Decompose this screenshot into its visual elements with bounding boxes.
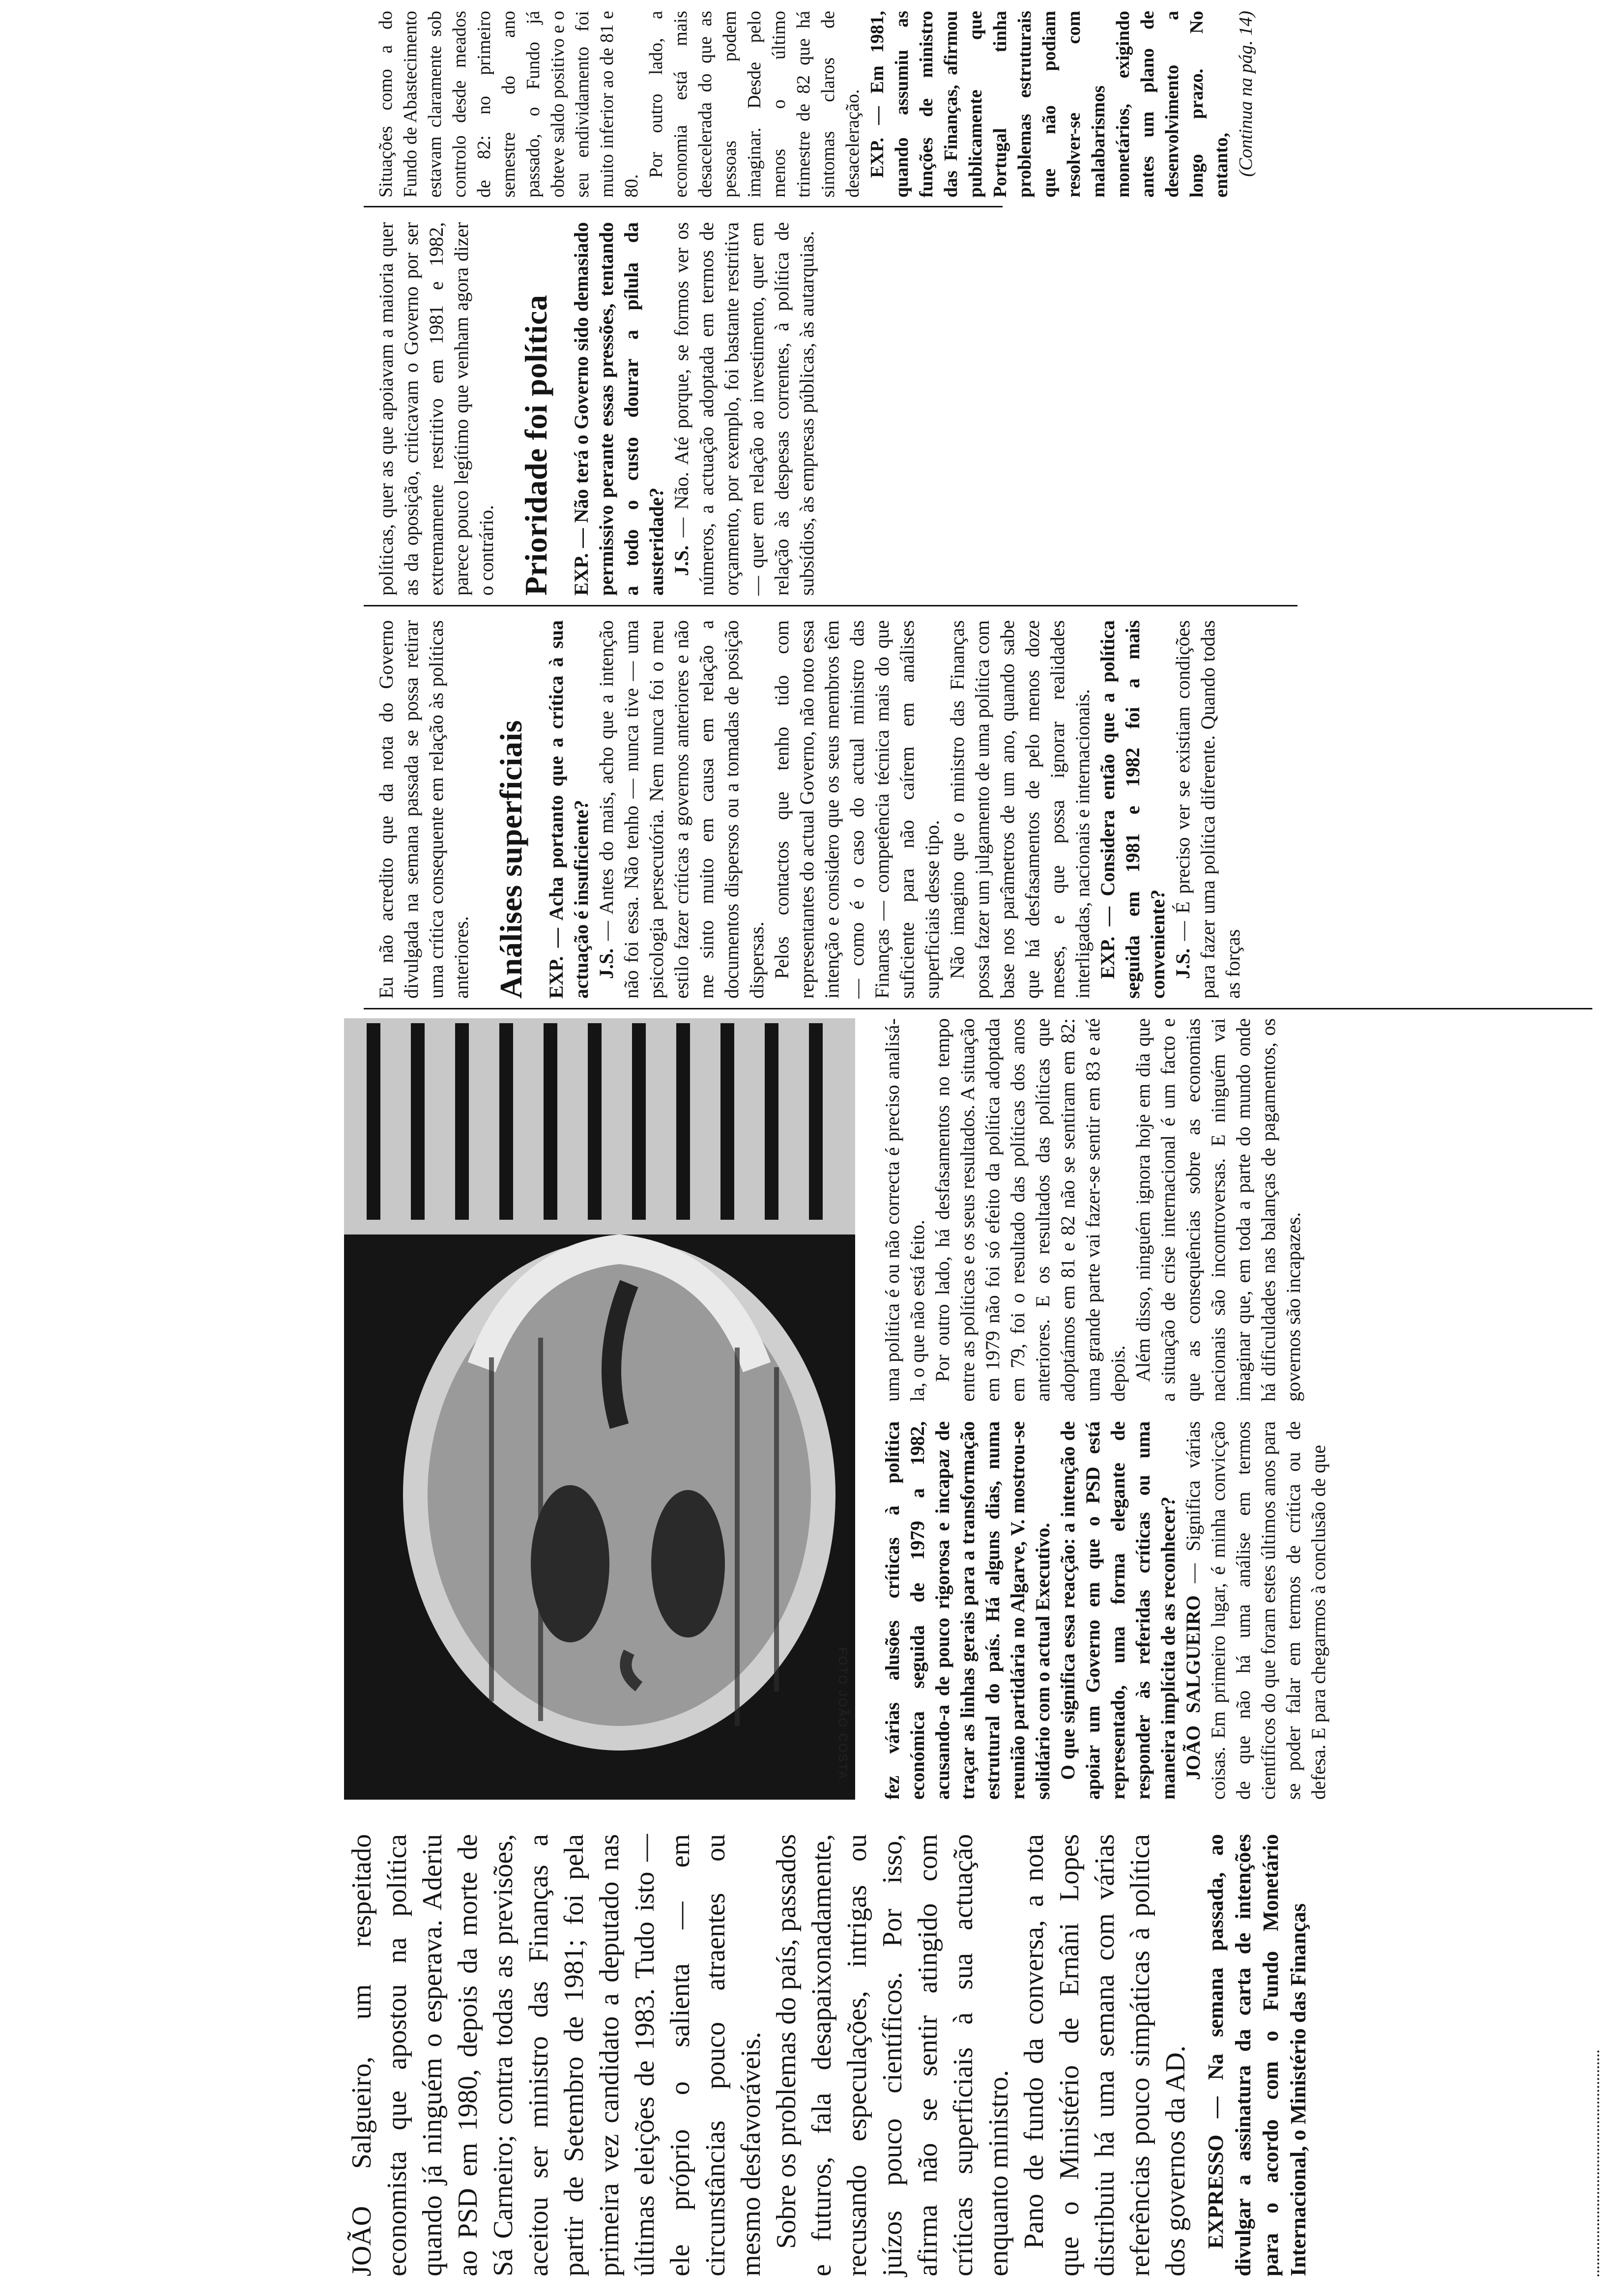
question: EXP. — Considera então que a política seguida em 1981 e 1982 foi a mais conveniente? xyxy=(1096,620,1169,999)
question: EXP. — Não terá o Governo sido demasiado permissivo perante essas pressões, tentando a todo o custo dourar a pílula da austeridade? xyxy=(570,222,667,596)
answer-text: — Significa várias coisas. Em primeiro lugar, é minha convicção de que não há uma análise em termos científicos do que foram estes últimos anos para se poder falar em termos de crítica ou de defesa. E para chegarmos à conclusão de que xyxy=(1182,1421,1329,1800)
column-rule xyxy=(364,1008,1592,1009)
column-5 xyxy=(374,222,1592,596)
section-heading-analises: Análises superficiais xyxy=(493,720,528,999)
bold-intro: fez várias alusões críticas à política económica seguida de 1979 a 1982, acusando-a de pouco rigorosa e incapaz de traçar as linhas gerais para a transformação estrutural do país. Há alguns dias, numa reunião partidária no Algarve, V. mostrou-se solidário com o actual Executivo. xyxy=(881,1421,1054,1800)
answer xyxy=(594,620,769,999)
paragraph: Pelos contactos que tenho tido com representantes do actual Governo, não noto essa intenção e considero que os seus membros têm — como é o caso do actual ministro das Finanças — competência técnica mais do que suficiente para não caírem em análises superficiais desse tipo. xyxy=(771,620,943,999)
dotted-cut-line xyxy=(1597,2050,1599,2276)
speaker-name: J.S. xyxy=(1172,948,1194,979)
section-heading-prioridade: Prioridade foi política xyxy=(518,294,553,596)
column-rule xyxy=(364,206,1003,207)
column-2 xyxy=(880,1421,1592,1800)
paragraph: Situações como a do Fundo de Abastecimento estavam claramente sob controlo desde meados de 82: no primeiro semestre do ano passado, o Fundo já obteve saldo positivo e o seu endividamento foi muito inferior ao de 81 e 80. xyxy=(375,11,642,198)
lead-paragraph: Pano de fundo da conversa, a nota que o Ministério de Ernâni Lopes distribuiu há uma semana com várias referências pouco simpáticas à política dos governos da AD. xyxy=(1019,1834,1191,2276)
lead-paragraph: JOÃO Salgueiro, um respeitado economista que apostou na política quando já ninguém o esperava. Aderiu ao PSD em 1980, depois da morte de Sá Carneiro; contra todas as previsões, aceitou ser ministro das Finanças a partir de Setembro de 1981; foi pela primeira vez candidato a deputado nas últimas eleições de 1983. Tudo isto — ele próprio o salienta — em circunstâncias pouco atraentes ou mesmo desfavoráveis. xyxy=(346,1834,766,2276)
lead-question: EXPRESSO — Na semana passada, ao divulgar a assinatura da carta de intenções para o acordo com o Fundo Monetário Internacional, o Ministério das Finanças xyxy=(1204,1834,1310,2276)
paragraph: Por outro lado, a economia está mais desacelerada do que as pessoas podem imaginar. Desde pelo menos o último trimestre de 82 que há sintomas claros de desaceleração. xyxy=(646,11,863,198)
column-4 xyxy=(374,620,1592,999)
answer xyxy=(1170,620,1245,999)
question: EXP. — Em 1981, quando assumiu as funções de ministro das Finanças, afirmou publicamente que Portugal tinha problemas estruturais que não podiam resolver-se com malabarismos monetários, exigindo antes um plano de desenvolvimento a longo prazo. No entanto, xyxy=(867,11,1232,198)
paragraph: políticas, quer as que apoiavam a maioria quer as da oposição, criticavam o Governo por ser extremamente restritivo em 1981 e 1982, parece pouco legítimo que venham agora dizer o contrário. xyxy=(375,222,497,596)
column-lead xyxy=(344,1834,1592,2276)
portrait-image xyxy=(344,1018,855,1800)
column-6 xyxy=(374,11,1592,198)
question: O que significa essa reacção: a intenção de apoiar um Governo em que o PSD está representado, uma forma elegante de responder às referidas críticas ou uma maneira implícita de as reconhecer? xyxy=(1057,1421,1179,1800)
answer xyxy=(669,222,819,596)
paragraph: Eu não acredito que da nota do Governo divulgada na semana passada se possa retirar uma crítica consequente em relação às políticas anteriores. xyxy=(375,620,472,999)
answer-text: — É preciso ver se existiam condições para fazer uma política diferente. Quando todas as forças xyxy=(1172,620,1244,999)
answer xyxy=(1180,1421,1331,1800)
paragraph: Além disso, ninguém ignora hoje em dia que a situação de crise internacional é um facto e que as consequências sobre as economias nacionais são incontroversas. E ninguém vai imaginar que, em toda a parte do mundo onde há dificuldades nas balanças de pagamentos, os governos são incapazes. xyxy=(1132,1018,1304,1402)
speaker-name: JOÃO SALGUEIRO xyxy=(1182,1595,1204,1780)
continued-note: (Continua na pág. 14) xyxy=(1236,11,1256,177)
speaker-name: J.S. xyxy=(595,948,617,979)
portrait-photo xyxy=(344,1018,855,1800)
paragraph: uma política é ou não correcta é preciso analisá-la, o que não está feito. xyxy=(881,1018,928,1402)
column-rule xyxy=(364,605,1297,606)
column-3 xyxy=(880,1018,1592,1402)
paragraph: Não imagino que o ministro das Finanças possa fazer um julgamento de uma política com base nos parâmetros de um ano, quando sabe que há desfasamentos de pelo menos doze meses, e que possa ignorar realidades interligadas, nacionais e internacionais. xyxy=(946,620,1094,999)
photo-credit: FOTO JOÃO COSTA xyxy=(836,1647,849,1780)
lead-paragraph: Sobre os problemas do país, passados e futuros, fala desapaixonadamente, recusando especulações, intrigas ou juízos pouco científicos. Por isso, afirma não se sentir atingido com críticas superficiais à sua actuação enquanto ministro. xyxy=(771,1834,1014,2276)
speaker-name: J.S. xyxy=(670,545,692,576)
answer-text: — Não. Até porque, se formos ver os números, a actuação adoptada em termos de orçamento, por exemplo, foi bastante restritiva — quer em relação ao investimento, quer em relação às despesas correntes, à política de subsídios, às empresas públicas, às autarquias. xyxy=(670,222,818,596)
paragraph: Por outro lado, há desfasamentos no tempo entre as políticas e os seus resultados. A situação em 1979 não foi só efeito da política adoptada em 79, foi o resultado das políticas dos anos anteriores. E os resultados das políticas que adoptámos em 81 e 82 não se sentiram em 82: uma grande parte vai fazer-se sentir em 83 e até depois. xyxy=(931,1018,1129,1402)
question: EXP. — Acha portanto que a crítica à sua actuação é insuficiente? xyxy=(545,620,592,999)
answer-text: — Antes do mais, acho que a intenção não foi essa. Não tenho — nunca tive — uma psicologia persecutória. Nem nunca foi o meu estilo fazer críticas a governos anteriores e não me sinto muito em causa em relação a documentos dispersos ou a tomadas de posição dispersas. xyxy=(595,620,768,999)
